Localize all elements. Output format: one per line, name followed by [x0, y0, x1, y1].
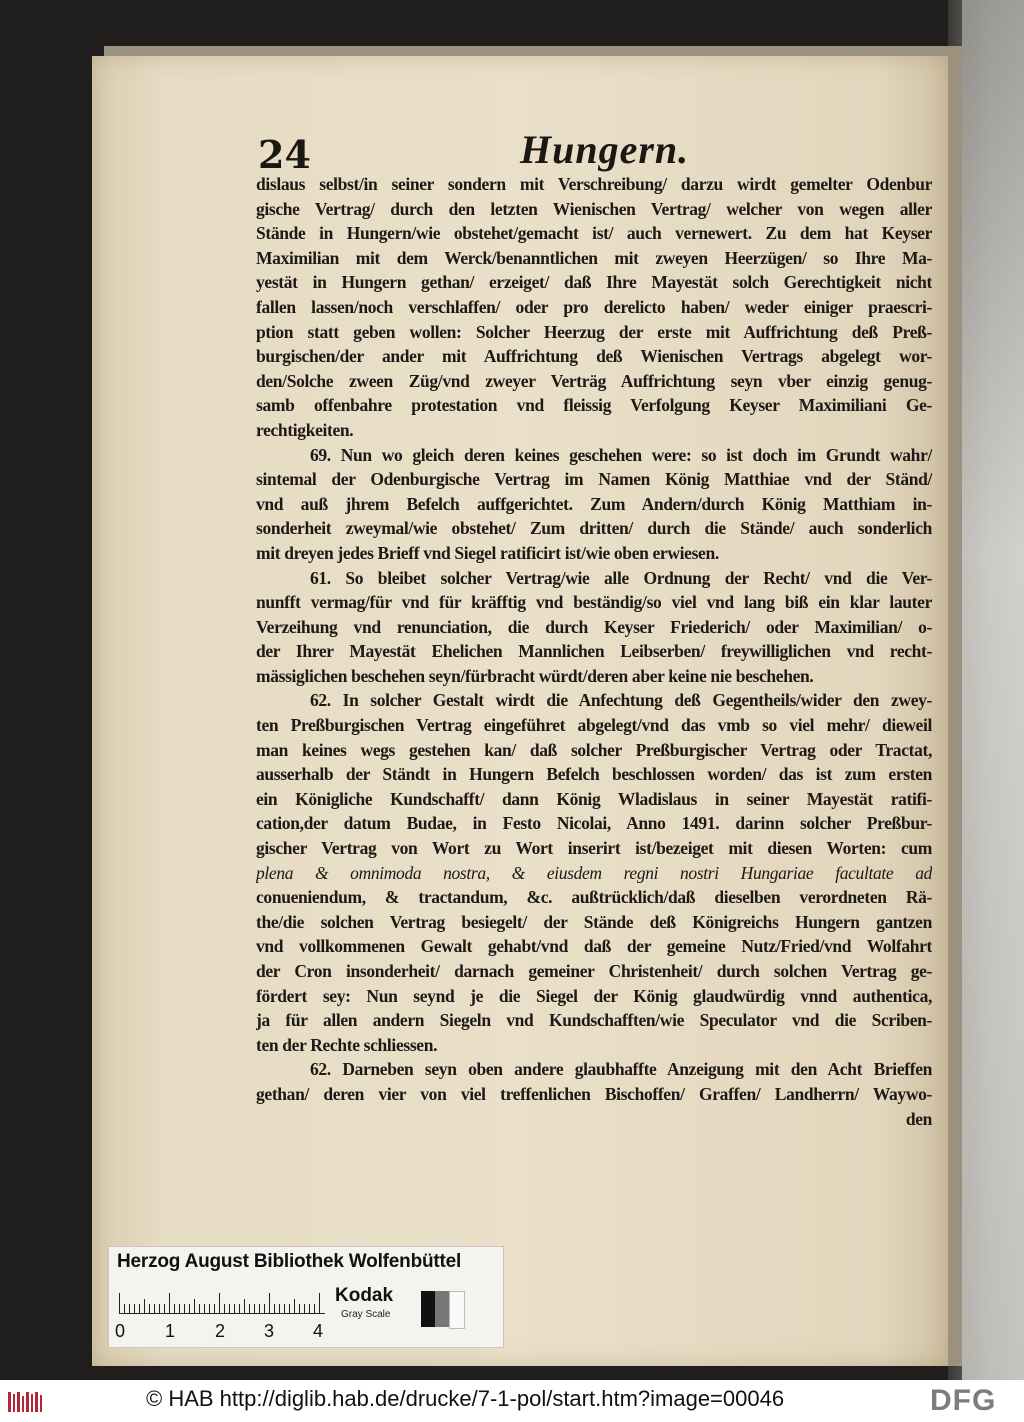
ruler-tick	[144, 1299, 145, 1313]
gray-patch-white	[449, 1291, 465, 1329]
text-line: vnd auß jhrem Befelch auffgerichtet. Zum Andern/durch König Matthiam in-	[256, 493, 932, 514]
ruler-tick	[309, 1304, 310, 1313]
ruler-label: 0	[115, 1321, 126, 1341]
ruler-tick	[244, 1299, 245, 1313]
ruler-tick	[159, 1304, 160, 1313]
ruler-label: 3	[264, 1321, 275, 1341]
text-line: ten der Rechte schliessen.	[256, 1034, 438, 1055]
text-line: cation,der datum Budae, in Festo Nicolai, Anno 1491. darinn solcher Preßbur-	[256, 813, 932, 834]
catchword: den	[905, 1108, 932, 1129]
footer-bar	[0, 1380, 1024, 1422]
text-line: samb offenbahre protestation vnd fleissig Verfolgung Keyser Maximiliani Ge-	[256, 395, 932, 416]
text-line: rechtigkeiten.	[256, 419, 354, 440]
ruler-tick	[274, 1304, 275, 1313]
text-line: nunfft vermag/für vnd für kräfftig vnd beständig/so viel vnd lang biß ein klar lauter	[256, 592, 932, 613]
ruler-label: 2	[215, 1321, 226, 1341]
text-line: fallen lassen/noch verschlaffen/ oder pro derelicto haben/ weder einiger praescri-	[256, 296, 932, 317]
text-line: gische Vertrag/ durch den letzten Wienischen Vertrag/ welcher von wegen aller	[256, 198, 932, 219]
ruler-tick	[279, 1304, 280, 1313]
ruler-tick	[174, 1304, 175, 1313]
ruler-tick	[194, 1299, 195, 1313]
ruler-scale	[119, 1291, 325, 1314]
ruler-label: 4	[313, 1321, 324, 1341]
ruler-tick	[224, 1304, 225, 1313]
text-line: Verzeihung vnd renunciation, die durch Keyser Friederich/ oder Maximilian/ o-	[256, 616, 932, 637]
text-line: ein Königliche Kundschafft/ dann König Wladislaus in seiner Mayestät ratifi-	[256, 788, 932, 809]
ruler-tick	[289, 1304, 290, 1313]
ruler-tick	[269, 1293, 270, 1313]
text-line: gethan/ deren vier von viel treffenlichen Bischoffen/ Graffen/ Landherrn/ Waywo-	[256, 1083, 932, 1104]
ruler-tick	[179, 1304, 180, 1313]
ruler-tick	[284, 1304, 285, 1313]
latin-text-line: plena & omnimoda nostra, & eiusdem regni nostri Hungariae facultate ad	[256, 862, 932, 883]
text-line: conueniendum, & tractandum, &c. außtrücklich/daß dieselben verordneten Rä-	[256, 887, 932, 908]
ruler-tick	[164, 1304, 165, 1313]
text-line: ausserhalb der Ständt in Hungern Befelch beschlossen worden/ das ist zum ersten	[256, 764, 932, 785]
text-line: fördert sey: Nun seynd je die Siegel der König glaudwürdig vnnd authentica,	[256, 985, 932, 1006]
text-line: the/die solchen Vertrag besiegelt/ der Stände deß Königreichs Hungern gantzen	[256, 911, 932, 932]
text-line: sintemal der Odenburgische Vertrag im Namen König Matthiae vnd der Ständ/	[256, 469, 932, 490]
text-line: sonderheit zweymal/wie obstehet/ Zum dritten/ durch die Stände/ auch sonderlich	[256, 518, 932, 539]
body-text	[256, 172, 932, 1131]
text-line: vnd vollkommenen Gewalt gehabt/vnd daß der gemeine Nutz/Fried/vnd Wolfahrt	[256, 936, 932, 957]
ruler-tick	[229, 1304, 230, 1313]
page-number: 24	[258, 132, 311, 177]
ruler-tick	[294, 1299, 295, 1313]
text-line: ption statt geben wollen: Solcher Heerzug der erste mit Auffrichtung deß Preß-	[256, 321, 932, 342]
text-line: ten Preßburgischen Vertrag eingeführet abgelegt/vnd das vmb so viel mehr/ dieweil	[256, 715, 932, 736]
text-line: yestät in Hungern gethan/ erzeiget/ daß Ihre Mayestät solch Gerechtigkeit nicht	[256, 272, 932, 293]
ruler-tick	[234, 1304, 235, 1313]
ruler-tick	[319, 1293, 320, 1313]
text-line: ja für allen andern Siegeln vnd Kundschafften/wie Speculator vnd die Scriben-	[256, 1010, 932, 1031]
paragraph-start-line: 69. Nun wo gleich deren keines geschehen were: so ist doch im Grundt wahr/	[310, 444, 932, 465]
ruler-tick	[134, 1304, 135, 1313]
ruler-tick	[204, 1304, 205, 1313]
ruler-tick	[154, 1304, 155, 1313]
text-line: man keines wegs gestehen kan/ daß solcher Preßburgischer Vertrag oder Tractat,	[256, 739, 932, 760]
text-line: burgischen/der ander mit Auffrichtung deß Wienischen Vertrags abgelegt wor-	[256, 346, 932, 367]
ruler-tick	[264, 1304, 265, 1313]
gray-patch-mid	[435, 1291, 449, 1327]
text-line: gischer Vertrag von Wort zu Wort inserirt ist/bezeiget mit diesen Worten: cum	[256, 838, 932, 859]
ruler-tick	[189, 1304, 190, 1313]
ruler-tick	[239, 1304, 240, 1313]
ruler-tick	[249, 1304, 250, 1313]
ruler-tick	[119, 1293, 120, 1313]
kodak-subtitle: Gray Scale	[341, 1309, 391, 1320]
ruler-tick	[254, 1304, 255, 1313]
text-line: der Ihrer Mayestät Ehelichen Mannlichen Leibserben/ freywilliglichen vnd recht-	[256, 641, 932, 662]
ruler-tick	[169, 1293, 170, 1313]
ruler-tick	[184, 1304, 185, 1313]
book-cover-strip	[962, 0, 1024, 1380]
text-line: der Cron insonderheit/ darnach gemeiner Christenheit/ durch solchen Vertrag ge-	[256, 961, 932, 981]
color-target-card	[108, 1246, 504, 1348]
ruler-tick	[314, 1304, 315, 1313]
copyright-credit: © HAB http://diglib.hab.de/drucke/7-1-pol/start.htm?image=00046	[146, 1386, 785, 1411]
gray-patch-black	[421, 1291, 435, 1327]
dfg-logo: DFG	[930, 1384, 997, 1417]
hab-barcode-logo-icon	[8, 1392, 44, 1412]
paragraph-start-line: 62. Darneben seyn oben andere glaubhaffte Anzeigung mit den Acht Brieffen	[310, 1059, 932, 1080]
library-name: Herzog August Bibliothek Wolfenbüttel	[117, 1251, 462, 1272]
text-line: mit dreyen jedes Brieff vnd Siegel ratificirt ist/wie oben erwiesen.	[256, 542, 719, 563]
ruler-tick	[299, 1304, 300, 1313]
ruler-tick	[129, 1304, 130, 1313]
ruler-tick	[214, 1304, 215, 1313]
running-head: Hungern.	[520, 127, 690, 172]
text-line: mässiglichen beschehen seyn/fürbracht würdt/deren aber keine nie beschehen.	[256, 665, 814, 686]
ruler-tick	[199, 1304, 200, 1313]
text-line: den/Solche zween Züg/vnd zweyer Verträg Auffrichtung seyn vber einzig genug-	[256, 370, 932, 391]
text-line: Stände in Hungern/wie obstehet/gemacht ist/ auch vernewert. Zu dem hat Keyser	[256, 223, 932, 244]
ruler-tick	[209, 1304, 210, 1313]
ruler-tick	[304, 1304, 305, 1313]
text-line: Maximilian mit dem Werck/benanntlichen mit zweyen Heerzügen/ so Ihre Ma-	[256, 247, 932, 268]
kodak-brand: Kodak	[335, 1285, 394, 1306]
text-line: dislaus selbst/in seiner sondern mit Verschreibung/ darzu wirdt gemelter Odenbur	[256, 174, 932, 194]
paragraph-start-line: 62. In solcher Gestalt wirdt die Anfechtung deß Gegentheils/wider den zwey-	[310, 690, 932, 711]
ruler-tick	[149, 1304, 150, 1313]
ruler-tick	[124, 1304, 125, 1313]
ruler-tick	[139, 1304, 140, 1313]
paragraph-start-line: 61. So bleibet solcher Vertrag/wie alle Ordnung der Recht/ vnd die Ver-	[310, 567, 932, 588]
ruler-tick	[219, 1293, 220, 1313]
ruler-tick	[259, 1304, 260, 1313]
ruler-label: 1	[165, 1321, 176, 1341]
